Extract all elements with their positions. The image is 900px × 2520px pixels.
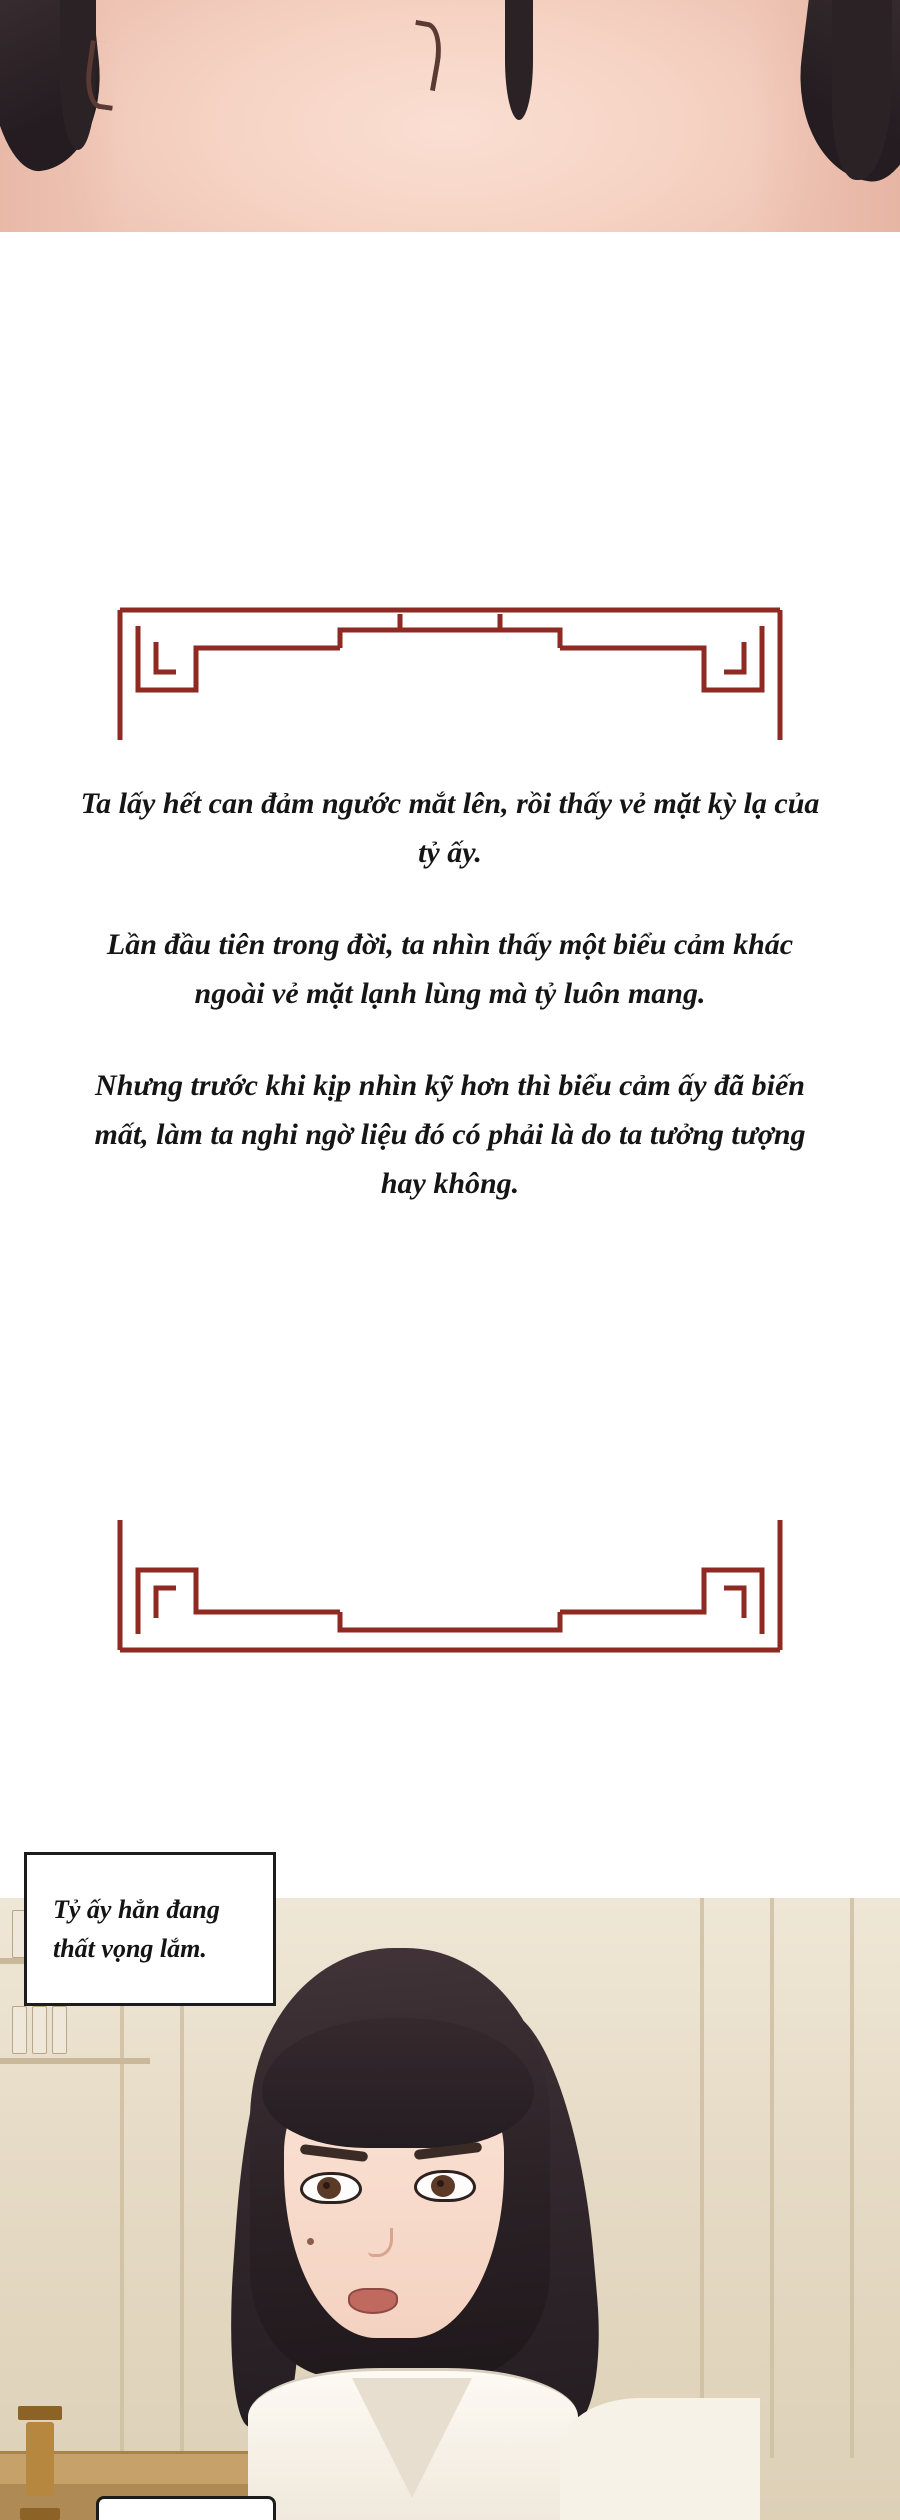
mouth (348, 2288, 398, 2314)
shelf-board-2 (0, 2058, 150, 2064)
face-mole (307, 2238, 314, 2245)
scroll-8 (32, 2006, 47, 2054)
wall-panel-3 (700, 1898, 704, 2458)
character-bangs (262, 2018, 534, 2148)
scroll-7 (12, 2006, 27, 2054)
wall-panel-4 (770, 1898, 774, 2458)
ornament-top-border (110, 600, 790, 740)
scroll-9 (52, 2006, 67, 2054)
narration-paragraph-1: Ta lấy hết can đảm ngước mắt lên, rồi thấy vẻ mặt kỳ lạ của tỷ ấy. (80, 787, 820, 869)
speech-box-thought (24, 1852, 276, 2006)
wall-panel-5 (850, 1898, 854, 2458)
narration-paragraph-2: Lần đầu tiên trong đời, ta nhìn thấy một biểu cảm khác ngoài vẻ mặt lạnh lùng mà tỷ luôn mang. (106, 928, 794, 1010)
narration-block (0, 560, 900, 1740)
speech-line-2: thất vọng lắm. (53, 1934, 207, 1963)
robe-shoulder-right (560, 2398, 760, 2520)
lamp-body (26, 2422, 54, 2496)
lamp-top (18, 2406, 62, 2420)
robe-collar-v (352, 2378, 472, 2498)
panel-top-closeup (0, 0, 900, 232)
narration-paragraph-3: Nhưng trước khi kịp nhìn kỹ hơn thì biểu cảm ấy đã biến mất, làm ta nghi ngờ liệu đó có phải là do ta tưởng tượng hay không. (94, 1069, 806, 1200)
speech-line-1: Tỷ ấy hẳn đang (53, 1895, 220, 1924)
pupil-right (431, 2175, 455, 2197)
lamp-base (20, 2508, 60, 2520)
pupil-left (317, 2177, 341, 2199)
hair-strand-2 (505, 0, 533, 120)
eye-right (414, 2170, 476, 2202)
speech-box-next-partial (96, 2496, 276, 2520)
eye-left (300, 2172, 362, 2204)
narration-text (70, 780, 830, 1208)
ornament-bottom-border (110, 1520, 790, 1660)
lamp-stand (18, 2400, 62, 2520)
